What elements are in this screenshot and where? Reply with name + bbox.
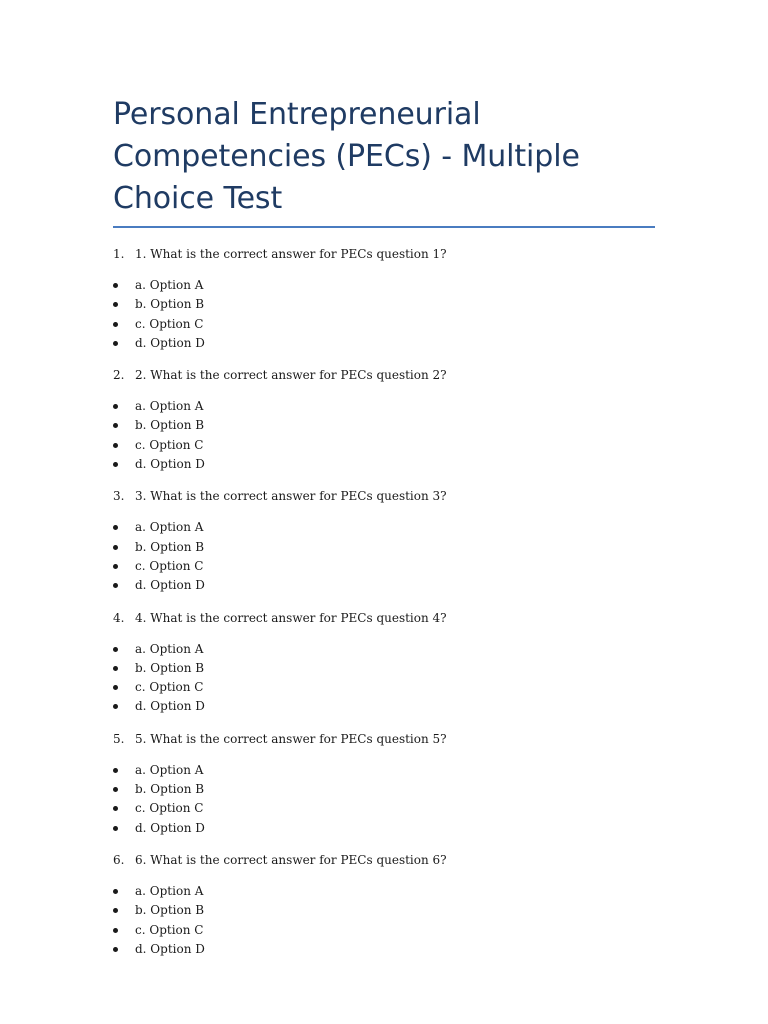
option-text: d. Option D [135, 699, 205, 714]
option-text: c. Option C [135, 558, 204, 573]
option-list [113, 882, 655, 959]
bullet-icon [113, 806, 118, 811]
option-list [113, 518, 655, 595]
question-text: 3. What is the correct answer for PECs question 3? [135, 489, 447, 504]
option-text: a. Option A [135, 278, 204, 292]
option-text: c. Option C [135, 680, 204, 695]
question-number: 1. [113, 247, 125, 261]
question-number: 5. [113, 731, 125, 746]
option-text: b. Option B [135, 297, 205, 312]
option-item [113, 819, 655, 838]
option-item [113, 455, 655, 474]
option-item [113, 295, 655, 314]
bullet-icon [113, 443, 118, 448]
bullet-icon [113, 889, 118, 894]
bullet-icon [113, 302, 118, 307]
option-text: d. Option D [135, 335, 205, 350]
option-text: c. Option C [135, 437, 204, 452]
option-text: c. Option C [135, 922, 204, 937]
bullet-icon [113, 666, 118, 671]
question-text: 2. What is the correct answer for PECs question 2? [135, 368, 447, 383]
bullet-icon [113, 545, 118, 550]
option-text: b. Option B [135, 660, 205, 675]
option-item [113, 799, 655, 818]
option-text: c. Option C [135, 316, 204, 331]
bullet-icon [113, 928, 118, 933]
question-block [113, 486, 655, 595]
option-list [113, 761, 655, 838]
question-text: 6. What is the correct answer for PECs question 6? [135, 852, 447, 867]
option-item [113, 518, 655, 537]
option-list [113, 640, 655, 717]
bullet-icon [113, 462, 118, 467]
bullet-icon [113, 787, 118, 792]
option-text: a. Option A [135, 641, 204, 656]
question-block [113, 850, 655, 959]
option-text: b. Option B [135, 418, 205, 433]
option-text: d. Option D [135, 578, 205, 593]
option-item [113, 397, 655, 416]
option-item [113, 761, 655, 780]
option-list [113, 397, 655, 474]
option-item [113, 276, 655, 295]
option-item [113, 538, 655, 557]
option-item [113, 640, 655, 659]
option-item [113, 334, 655, 353]
option-text: a. Option A [135, 520, 204, 535]
question-text: 1. What is the correct answer for PECs question 1? [135, 247, 447, 261]
option-text: b. Option B [135, 903, 205, 918]
option-text: d. Option D [135, 941, 205, 956]
question-list [113, 244, 655, 959]
bullet-icon [113, 685, 118, 690]
option-item [113, 901, 655, 920]
question-item [113, 486, 655, 506]
bullet-icon [113, 283, 118, 288]
bullet-icon [113, 704, 118, 709]
option-text: a. Option A [135, 399, 204, 414]
question-item [113, 729, 655, 749]
question-item [113, 365, 655, 385]
option-text: d. Option D [135, 820, 205, 835]
option-list [113, 276, 655, 353]
option-item [113, 436, 655, 455]
question-number: 3. [113, 489, 125, 504]
option-item [113, 882, 655, 901]
question-block [113, 608, 655, 717]
bullet-icon [113, 404, 118, 409]
option-item [113, 678, 655, 697]
bullet-icon [113, 341, 118, 346]
question-number: 6. [113, 852, 125, 867]
option-item [113, 315, 655, 334]
bullet-icon [113, 908, 118, 913]
document-page [113, 94, 655, 971]
question-item [113, 608, 655, 628]
question-text: 5. What is the correct answer for PECs question 5? [135, 731, 447, 746]
bullet-icon [113, 647, 118, 652]
bullet-icon [113, 583, 118, 588]
bullet-icon [113, 826, 118, 831]
bullet-icon [113, 525, 118, 530]
option-text: a. Option A [135, 883, 204, 898]
question-item [113, 850, 655, 870]
option-item [113, 557, 655, 576]
question-text: 4. What is the correct answer for PECs question 4? [135, 610, 447, 625]
option-text: c. Option C [135, 801, 204, 816]
option-item [113, 921, 655, 940]
option-item [113, 780, 655, 799]
title-divider [113, 226, 655, 228]
question-item [113, 244, 655, 264]
option-text: a. Option A [135, 762, 204, 777]
question-number: 2. [113, 368, 125, 383]
option-item [113, 697, 655, 716]
bullet-icon [113, 564, 118, 569]
option-text: d. Option D [135, 457, 205, 472]
option-text: b. Option B [135, 539, 205, 554]
question-block [113, 729, 655, 838]
option-text: b. Option B [135, 782, 205, 797]
bullet-icon [113, 768, 118, 773]
question-block [113, 365, 655, 474]
bullet-icon [113, 423, 118, 428]
document-title: Personal Entrepreneurial Competencies (PECs) - Multiple Choice Test [113, 97, 580, 216]
bullet-icon [113, 322, 118, 327]
option-item [113, 940, 655, 959]
question-number: 4. [113, 610, 125, 625]
option-item [113, 659, 655, 678]
option-item [113, 416, 655, 435]
question-block [113, 244, 655, 353]
bullet-icon [113, 947, 118, 952]
option-item [113, 576, 655, 595]
